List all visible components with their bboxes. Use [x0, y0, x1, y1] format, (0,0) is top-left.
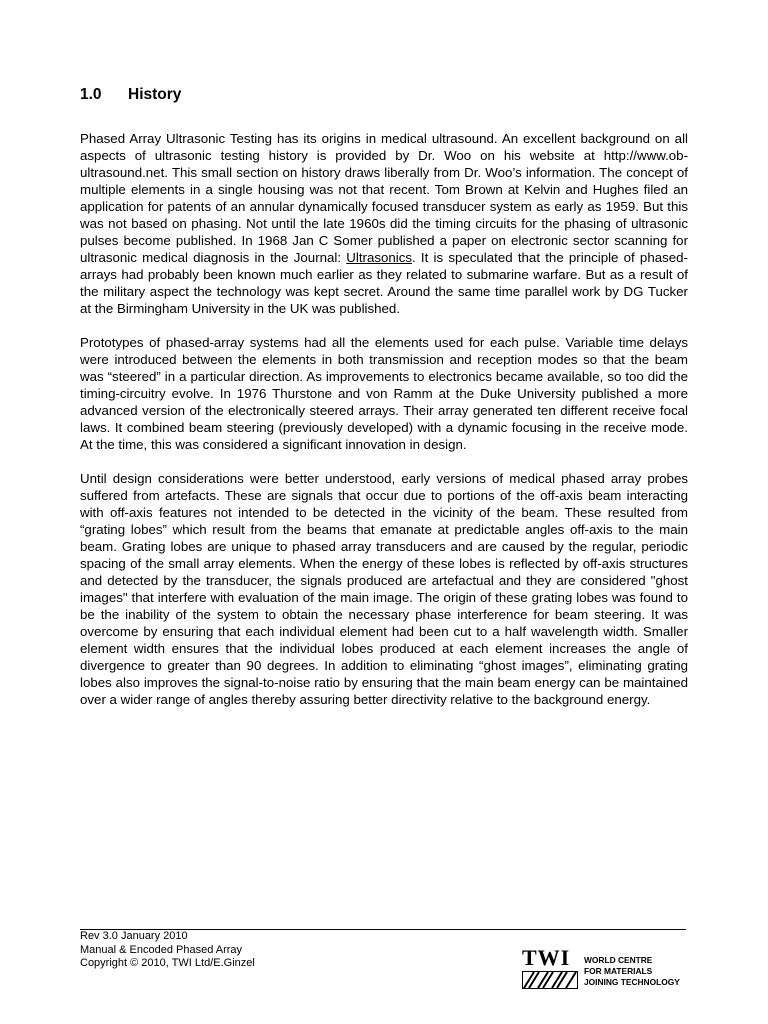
paragraph-3: Until design considerations were better understood, early versions of medical phased array probes suffered from artefacts. These are signals that occur due to portions of the off-axis beam interacting with off-axis features not intended to be detected in the vicinity of the beam. These resulted from “grating lobes” which result from the beams that emanate at predictable angles off-axis to the main beam. Grating lobes are unique to phased array transducers and are caused by the regular, periodic spacing of the small array elements. When the energy of these lobes is reflected by off-axis structures and detected by the transducer, the signals produced are artefactual and they are considered "ghost images" that interfere with evaluation of the main image. The origin of these grating lobes was found to be the inability of the system to obtain the necessary phase interference for beam steering. It was overcome by ensuring that each individual element had been cut to a half wavelength width. Smaller element width ensures that the individual lobes produced at each element increases the angle of divergence to greater than 90 degrees. In addition to eliminating “ghost images”, eliminating grating lobes also improves the signal-to-noise ratio by ensuring that the main beam energy can be maintained over a wider range of angles thereby assuring better directivity relative to the background energy.	[80, 471, 688, 707]
section-number: 1.0	[80, 86, 102, 103]
logo-wordmark: TWI	[522, 945, 571, 970]
paragraph-1-text-a: Phased Array Ultrasonic Testing has its origins in medical ultrasound. An excellent background on all aspects of ultrasonic testing history is provided by Dr. Woo on his website at http://www.ob-ultrasound.net. This small section on history draws liberally from Dr. Woo’s information. The concept of multiple elements in a single housing was not that recent. Tom Brown at Kelvin and Hughes filed an application for patents of an annular dynamically focused transducer system as early as 1959. But this was not based on phasing. Not until the late 1960s did the timing circuits for the phasing of ultrasonic pulses become published. In 1968 Jan C Somer published a paper on electronic sector scanning for ultrasonic medical diagnosis in the Journal:	[80, 131, 688, 265]
section-heading	[80, 86, 181, 104]
journal-name: Ultrasonics	[346, 250, 413, 265]
logo-tagline-line: WORLD CENTRE	[584, 955, 653, 965]
twi-logo	[522, 945, 702, 995]
footer-revision: Rev 3.0 January 2010	[80, 930, 188, 942]
logo-tagline-line: JOINING TECHNOLOGY	[584, 977, 680, 987]
footer-copyright: Copyright © 2010, TWI Ltd/E.Ginzel	[80, 957, 255, 969]
body-text	[80, 130, 688, 725]
paragraph-1-text-b: . It is speculated that the principle of phased-arrays had probably been known much earlier as they related to submarine warfare. But as a result of the military aspect the technology was kept secret. Around the same time parallel work by DG Tucker at the Birmingham University in the UK was published.	[80, 250, 688, 316]
footer-manual-title: Manual & Encoded Phased Array	[80, 943, 243, 956]
document-page	[80, 0, 688, 1024]
paragraph-2: Prototypes of phased-array systems had all the elements used for each pulse. Variable time delays were introduced between the elements in both transmission and reception modes so that the beam was “steered” in a particular direction. As improvements to electronics became available, so too did the timing-circuitry evolve. In 1976 Thurstone and von Ramm at the Duke University published a more advanced version of the electronically steered arrays. Their array generated ten different receive focal laws. It combined beam steering (previously developed) with a dynamic focusing in the receive mode. At the time, this was considered a significant innovation in design.	[80, 335, 688, 452]
footer-info	[80, 930, 255, 971]
paragraph-1	[80, 130, 688, 317]
logo-tagline-line: FOR MATERIALS	[584, 966, 653, 976]
logo-stripes-icon	[522, 971, 578, 989]
logo-tagline	[584, 955, 680, 988]
section-title: History	[128, 86, 182, 103]
